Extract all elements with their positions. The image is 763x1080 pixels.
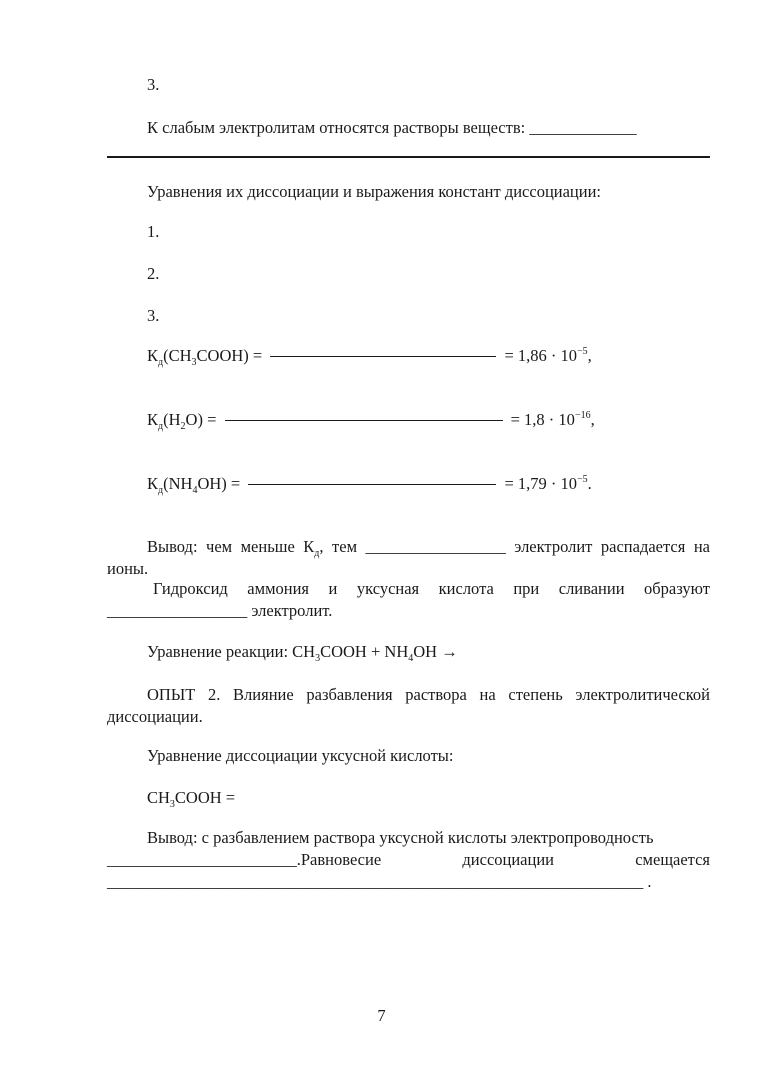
conclusion-text: диссоциации <box>462 850 554 869</box>
reaction-text: OH → <box>413 642 458 661</box>
conclusion-text: _______________________.Равновесие <box>107 850 382 869</box>
k-symbol: К <box>147 410 159 429</box>
fraction-line <box>225 420 503 421</box>
formula-part: O) = <box>185 410 217 429</box>
kd-exponent: −5 <box>577 474 588 485</box>
fraction-line <box>248 484 496 485</box>
list-item-1: 1. <box>147 222 160 241</box>
formula-part: (H <box>163 410 181 429</box>
dissociation-heading: Уравнения их диссоциации и выражения констант диссоциации: <box>147 182 601 201</box>
kd-value: = 1,8 · 10 <box>510 410 575 429</box>
mixing-paragraph: Гидроксид аммония и уксусная кислота при сливании образуют _________________ электролит. <box>107 579 710 620</box>
formula-subscript: 3 <box>191 357 197 368</box>
reaction-text: Уравнение реакции: CH <box>147 642 316 661</box>
kd-water-line <box>147 410 595 430</box>
experiment-2-heading: ОПЫТ 2. Влияние разбавления раствора на степень электролитической диссоциации. <box>107 685 710 726</box>
formula-subscript: 4 <box>192 485 198 496</box>
acetic-dissociation-label: Уравнение диссоциации уксусной кислоты: <box>147 746 454 765</box>
list-item-2: 2. <box>147 264 160 283</box>
conclusion-2-line-1: Вывод: с разбавлением раствора уксусной кислоты электропроводность <box>147 828 654 847</box>
kd-exponent: −16 <box>574 410 591 421</box>
punctuation: , <box>587 346 592 365</box>
formula-part: COOH) = <box>196 346 263 365</box>
k-subscript: д <box>158 421 164 432</box>
formula-part: OH) = <box>197 474 241 493</box>
kd-acetic-line <box>147 346 592 366</box>
kd-value: = 1,79 · 10 <box>504 474 578 493</box>
formula-subscript: 4 <box>408 653 414 664</box>
page-number: 7 <box>377 1006 386 1025</box>
reaction-text: COOH + NH <box>320 642 409 661</box>
formula-subscript: 3 <box>169 799 175 810</box>
list-item-3: 3. <box>147 75 160 94</box>
kd-ammonium-line <box>147 474 592 494</box>
k-subscript: д <box>158 357 164 368</box>
horizontal-rule <box>107 156 710 158</box>
list-item-3b: 3. <box>147 306 160 325</box>
punctuation: . <box>587 474 592 493</box>
fraction-line <box>270 356 496 357</box>
formula-part: CH <box>147 788 170 807</box>
acetic-dissociation-equation <box>147 788 235 808</box>
punctuation: , <box>590 410 595 429</box>
formula-subscript: 3 <box>315 653 321 664</box>
conclusion-text: смещается <box>635 850 710 869</box>
kd-value: = 1,86 · 10 <box>504 346 578 365</box>
conclusion-paragraph-1 <box>107 536 710 580</box>
k-subscript: д <box>158 485 164 496</box>
k-symbol: К <box>147 474 159 493</box>
formula-part: (CH <box>163 346 192 365</box>
reaction-equation <box>147 642 458 662</box>
conclusion-2-line-3: _________________________________________________________________ . <box>107 872 652 891</box>
k-symbol: К <box>147 346 159 365</box>
formula-part: (NH <box>163 474 193 493</box>
k-subscript: д <box>314 548 320 559</box>
weak-electrolytes-line: К слабым электролитам относятся растворы веществ: _____________ <box>147 118 637 137</box>
formula-part: COOH = <box>174 788 236 807</box>
conclusion-2-line-2 <box>107 850 710 870</box>
formula-subscript: 2 <box>180 421 186 432</box>
conclusion-text: Вывод: чем меньше К <box>147 537 315 556</box>
conclusion-text: , тем _________________ электролит распадается на ионы. <box>107 537 710 578</box>
kd-exponent: −5 <box>577 346 588 357</box>
